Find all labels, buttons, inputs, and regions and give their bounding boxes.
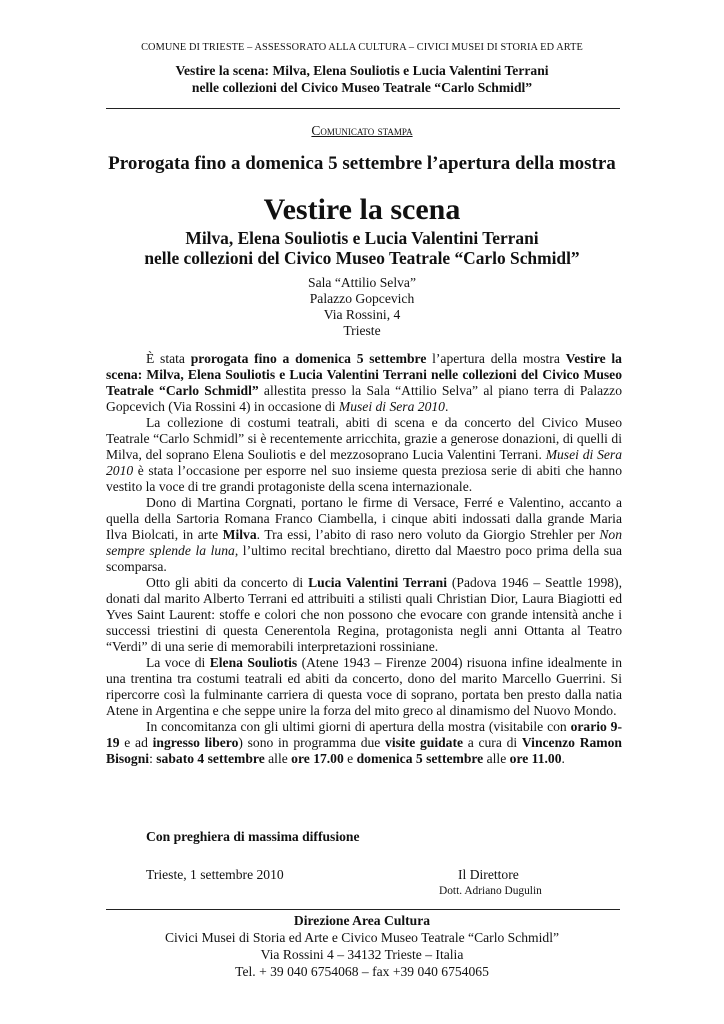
body-text [106, 351, 622, 767]
paragraph-6: In concomitanza con gli ultimi giorni di apertura della mostra (visitabile con orario 9-19 e ad ingresso libero) sono in programma due visite guidate a cura di Vincenzo Ramon Bisogni: sabato 4 settembre alle ore 17.00 e domenica 5 settembre alle ore 11.00. [106, 719, 622, 766]
signatory-role: Il Direttore [458, 867, 519, 882]
venue-palace: Palazzo Gopcevich [309, 291, 415, 306]
venue-street: Via Rossini, 4 [323, 307, 401, 322]
paragraph-5: La voce di Elena Souliotis (Atene 1943 – Firenze 2004) risuona infine idealmente in una trentina tra costumi teatrali ed abiti da concerto, dono del marito Marcello Guerrini. Si ripercorre così la fulminante carriera di questa voce di soprano, portata ben presto dalla natia Atene in Argentina e che seppe unire la forza del mito greco al dinamismo del Nuovo Mondo. [106, 655, 622, 718]
paragraph-4: Otto gli abiti da concerto di Lucia Valentini Terrani (Padova 1946 – Seattle 1998), donati dal marito Alberto Terrani ed attribuiti a stilisti quali Christian Dior, Laura Biagiotti ed Yves Saint Laurent: stoffe e colori che non possono che evocare con grande intensità anche i successi triestini di questa Cenerentola Regina, protagonista negli anni Ottanta al Teatro “Verdi” di una serie di memorabili interpretazioni rossiniane. [106, 575, 622, 654]
footer-contacts: Tel. + 39 040 6754068 – fax +39 040 6754065 [235, 964, 489, 979]
place-date: Trieste, 1 settembre 2010 [146, 867, 284, 882]
institution-header: COMUNE DI TRIESTE – ASSESSORATO ALLA CULTURA – CIVICI MUSEI DI STORIA ED ARTE [141, 42, 583, 53]
header-divider [106, 108, 620, 109]
footer-address: Via Rossini 4 – 34132 Trieste – Italia [260, 947, 464, 962]
paragraph-3: Dono di Martina Corgnati, portano le firme di Versace, Ferré e Valentino, accanto a quella della Sartoria Romana Franco Ciambella, i cinque abiti indossati dalla grande Maria Ilva Biolcati, in arte Milva. Tra essi, l’abito di raso nero voluto da Giorgio Strehler per Non sempre splende la luna, l’ultimo recital brechtiano, diretto dal Maestro poco prima della sua scomparsa. [106, 495, 622, 574]
exhibition-title: Vestire la scena [263, 193, 461, 226]
paragraph-2: La collezione di costumi teatrali, abiti di scena e da concerto del Civico Museo Teatrale “Carlo Schmidl” si è recentemente arricchita, grazie a generose donazioni, di quelli di Milva, del soprano Elena Souliotis e del mezzosoprano Lucia Valentini Terrani. Musei di Sera 2010 è stata l’occasione per esporre nel suo insieme questa preziosa serie di abiti che hanno vestito la voce di tre grandi protagoniste della scena internazionale. [106, 415, 622, 494]
venue-hall: Sala “Attilio Selva” [308, 275, 416, 290]
signatory-name: Dott. Adriano Dugulin [439, 885, 542, 897]
header-title-line2: nelle collezioni del Civico Museo Teatrale “Carlo Schmidl” [191, 80, 533, 95]
footer-divider [106, 909, 620, 910]
venue-city: Trieste [343, 323, 381, 338]
exhibition-subtitle-line2: nelle collezioni del Civico Museo Teatrale “Carlo Schmidl” [144, 248, 580, 268]
footer-department: Direzione Area Cultura [293, 913, 431, 928]
closing-note: Con preghiera di massima diffusione [146, 829, 360, 844]
headline: Prorogata fino a domenica 5 settembre l’apertura della mostra [108, 153, 616, 174]
paragraph-1: È stata prorogata fino a domenica 5 settembre l’apertura della mostra Vestire la scena: Milva, Elena Souliotis e Lucia Valentini Terrani nelle collezioni del Civico Museo Teatrale “Carlo Schmidl” allestita presso la Sala “Attilio Selva” al piano terra di Palazzo Gopcevich (Via Rossini 4) in occasione di Musei di Sera 2010. [106, 351, 623, 414]
header-title-line1: Vestire la scena: Milva, Elena Souliotis e Lucia Valentini Terrani [175, 63, 549, 78]
exhibition-subtitle-line1: Milva, Elena Souliotis e Lucia Valentini Terrani [185, 228, 539, 248]
footer-line1: Civici Musei di Storia ed Arte e Civico Museo Teatrale “Carlo Schmidl” [164, 930, 560, 945]
press-release-label: Comunicato stampa [311, 123, 413, 138]
